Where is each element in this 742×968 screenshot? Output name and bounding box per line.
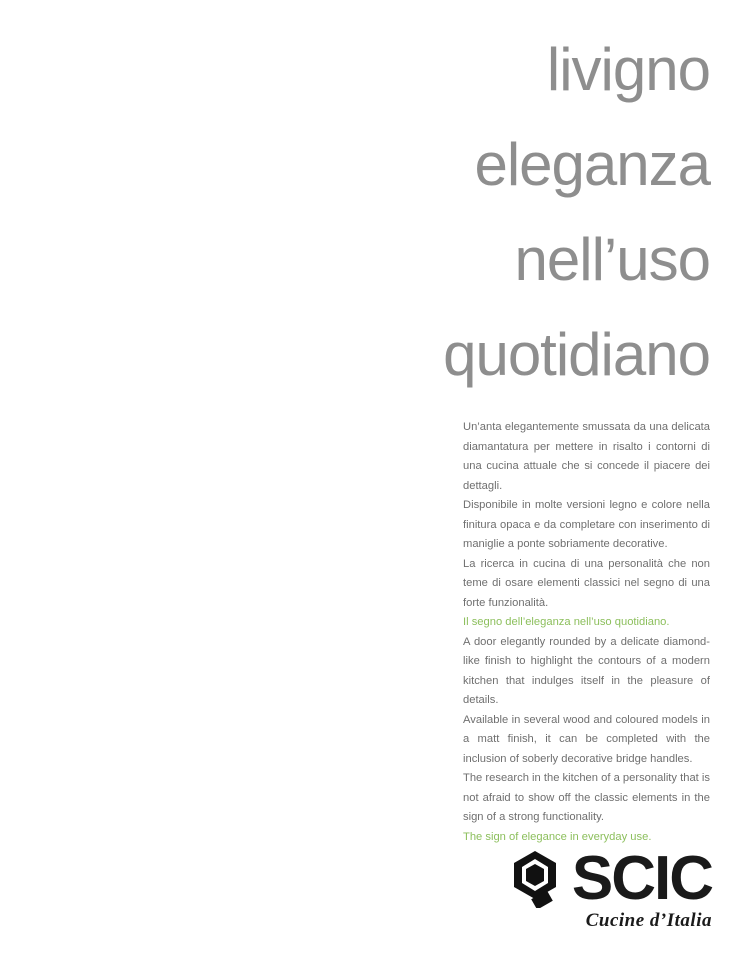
english-paragraph-2: Available in several wood and coloured models in a matt finish, it can be completed with the inclusion of soberly decorative bridge handles.: [463, 713, 710, 765]
headline-line-3: nell’uso: [514, 226, 710, 293]
headline-line-1: livigno: [546, 36, 710, 103]
body-copy: [463, 418, 710, 847]
english-tagline: The sign of elegance in everyday use.: [463, 830, 652, 843]
scic-diamond-mark-icon: [506, 850, 564, 908]
italian-paragraph-3: La ricerca in cucina di una personalità che non teme di osare elementi classici nel segno di una forte funzionalità.: [463, 557, 710, 609]
headline-block: [240, 22, 710, 402]
headline-line-2: eleganza: [474, 131, 710, 198]
headline-line-4: quotidiano: [443, 321, 710, 388]
logo-row: [452, 844, 712, 913]
logo-tagline: Cucine d’Italia: [585, 910, 712, 931]
english-paragraph-1: A door elegantly rounded by a delicate diamond-like finish to highlight the contours of a modern kitchen that indulges itself in the pleasure of details.: [463, 635, 710, 706]
brand-logo: [452, 844, 712, 932]
italian-paragraph-2: Disponibile in molte versioni legno e colore nella finitura opaca e da completare con inserimento di maniglie a ponte sobriamente decorative.: [463, 499, 710, 550]
italian-paragraph-1: Un’anta elegantemente smussata da una delicata diamantatura per mettere in risalto i contorni di una cucina attuale che si concede il piacere dei dettagli.: [463, 421, 710, 492]
english-paragraph-3: The research in the kitchen of a personality that is not afraid to show off the classic elements in the sign of a strong functionality.: [463, 772, 710, 823]
logo-wordmark: SCIC: [571, 844, 712, 913]
italian-tagline: Il segno dell’eleganza nell’uso quotidiano.: [463, 616, 670, 628]
